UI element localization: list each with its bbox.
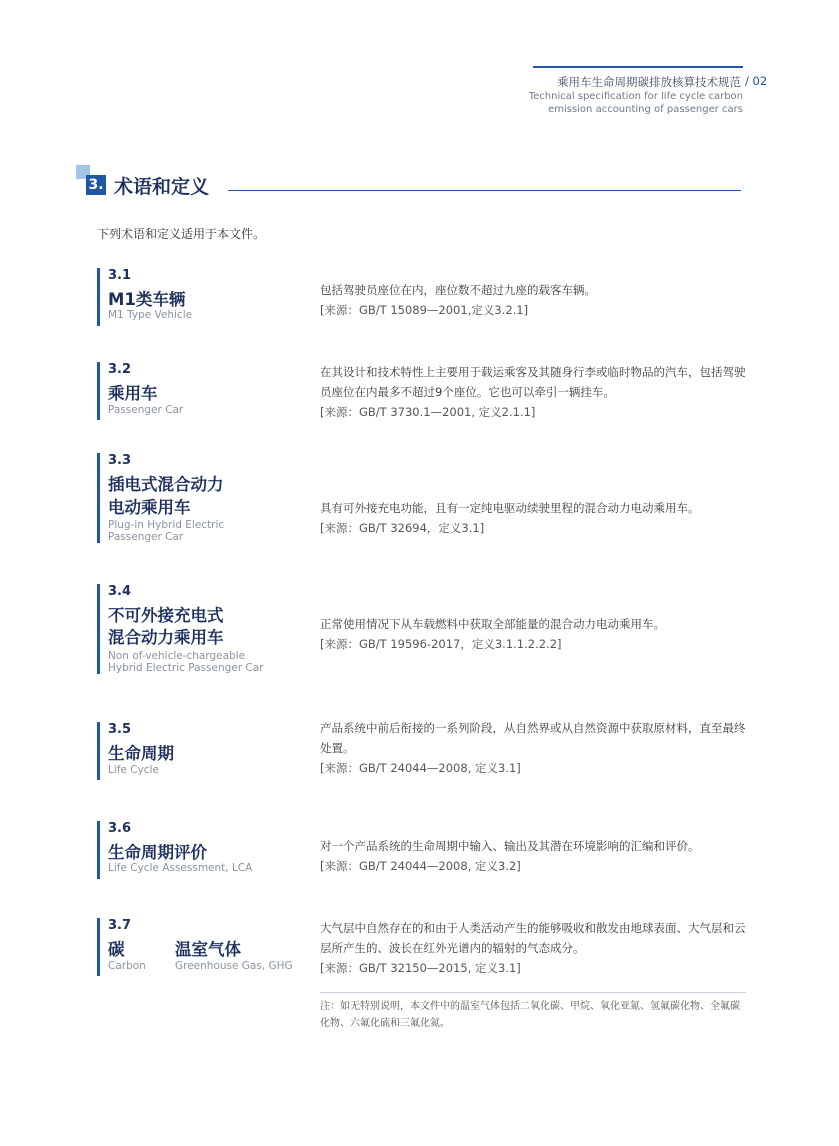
definition-text: 正常使用情况下从车载燃料中获取全部能量的混合动力电动乘用车。: [320, 617, 665, 631]
definition-text: 包括驾驶员座位在内，座位数不超过九座的载客车辆。: [320, 283, 596, 297]
definition-3-4: [320, 614, 746, 654]
header-title-en-line1: Technical specification for life cycle carbon: [528, 91, 743, 102]
term-name-en-line2: Hybrid Electric Passenger Car: [108, 662, 264, 674]
term-accent-bar: [97, 918, 100, 976]
term-accent-bar: [97, 268, 100, 326]
term-name-en: Life Cycle Assessment, LCA: [108, 862, 253, 874]
header-title-cn: 乘用车生命周期碳排放核算技术规范: [557, 75, 741, 89]
term-name-cn-line2: 电动乘用车: [108, 498, 191, 517]
definition-3-3: [320, 498, 746, 538]
definition-source: [来源：GB/T 19596-2017，定义3.1.1.2.2.2]: [320, 637, 562, 651]
definition-3-6: [320, 836, 746, 876]
page-separator: /: [745, 74, 753, 88]
definition-source: [来源：GB/T 24044—2008, 定义3.2]: [320, 859, 521, 873]
definition-source: [来源：GB/T 3730.1—2001, 定义2.1.1]: [320, 405, 536, 419]
header-rule: [533, 66, 743, 68]
term-accent-bar: [97, 362, 100, 420]
definition-3-5: [320, 718, 746, 778]
section-number: 3.: [86, 175, 106, 195]
term-name-en-alt: Greenhouse Gas, GHG: [175, 960, 293, 972]
term-number: 3.2: [108, 362, 132, 377]
term-number: 3.4: [108, 584, 132, 599]
definition-source: [来源：GB/T 15089—2001,定义3.2.1]: [320, 303, 529, 317]
definition-source: [来源：GB/T 32150—2015, 定义3.1]: [320, 961, 521, 975]
term-accent-bar: [97, 453, 100, 543]
intro-text: 下列术语和定义适用于本文件。: [97, 227, 266, 241]
term-accent-bar: [97, 584, 100, 674]
page-number-value: 02: [752, 74, 768, 88]
term-number: 3.7: [108, 918, 132, 933]
term-accent-bar: [97, 821, 100, 879]
term-name-cn-alt: 温室气体: [175, 940, 241, 959]
term-name-cn-line2: 混合动力乘用车: [108, 628, 224, 647]
term-name-en: Passenger Car: [108, 404, 184, 416]
definition-text: 对一个产品系统的生命周期中输入、输出及其潜在环境影响的汇编和评价。: [320, 839, 700, 853]
definition-3-2: [320, 362, 746, 422]
term-number: 3.5: [108, 722, 132, 737]
term-number: 3.3: [108, 453, 132, 468]
footnote: 注：如无特别说明，本文件中的温室气体包括二氧化碳、甲烷、氧化亚氮、氢氟碳化物、全氟碳化物、六氟化硫和三氟化氮。: [320, 1001, 740, 1029]
definition-text: 产品系统中前后衔接的一系列阶段，从自然界或从自然资源中获取原材料，直至最终处置。: [320, 721, 746, 755]
term-name-cn: 碳: [108, 940, 125, 959]
term-name-en: Life Cycle: [108, 764, 159, 776]
term-name-en-line1: Non of-vehicle-chargeable: [108, 650, 246, 662]
term-name-en: M1 Type Vehicle: [108, 309, 193, 321]
note-rule: [320, 992, 746, 993]
term-name-cn: 生命周期: [108, 744, 174, 763]
definition-text: 大气层中自然存在的和由于人类活动产生的能够吸收和散发由地球表面、大气层和云层所产生的、波长在红外光谱内的辐射的气态成分。: [320, 921, 746, 955]
term-name-en-line2: Passenger Car: [108, 531, 184, 543]
definition-text: 具有可外接充电功能，且有一定纯电驱动续驶里程的混合动力电动乘用车。: [320, 501, 700, 515]
definition-text: 在其设计和技术特性上主要用于载运乘客及其随身行李或临时物品的汽车，包括驾驶员座位在内最多不超过9个座位。它也可以牵引一辆挂车。: [320, 365, 746, 399]
section-title: 术语和定义: [114, 176, 210, 198]
term-name-cn: 生命周期评价: [108, 843, 207, 862]
definition-3-1: [320, 280, 746, 320]
definition-3-7: [320, 918, 746, 978]
term-name-cn-line1: 不可外接充电式: [108, 606, 224, 625]
term-number: 3.6: [108, 821, 132, 836]
term-name-en-line1: Plug-in Hybrid Electric: [108, 519, 225, 531]
term-name-cn: M1类车辆: [108, 290, 186, 309]
term-name-cn: 乘用车: [108, 384, 158, 403]
term-name-cn-line1: 插电式混合动力: [108, 475, 224, 494]
term-name-en: Carbon: [108, 960, 146, 972]
definition-source: [来源：GB/T 32694，定义3.1]: [320, 521, 485, 535]
header-title-en-line2: emission accounting of passenger cars: [548, 104, 743, 115]
page-number: [745, 74, 767, 88]
term-accent-bar: [97, 722, 100, 780]
definition-source: [来源：GB/T 24044—2008, 定义3.1]: [320, 761, 521, 775]
term-number: 3.1: [108, 268, 132, 283]
section-rule: [228, 190, 741, 191]
